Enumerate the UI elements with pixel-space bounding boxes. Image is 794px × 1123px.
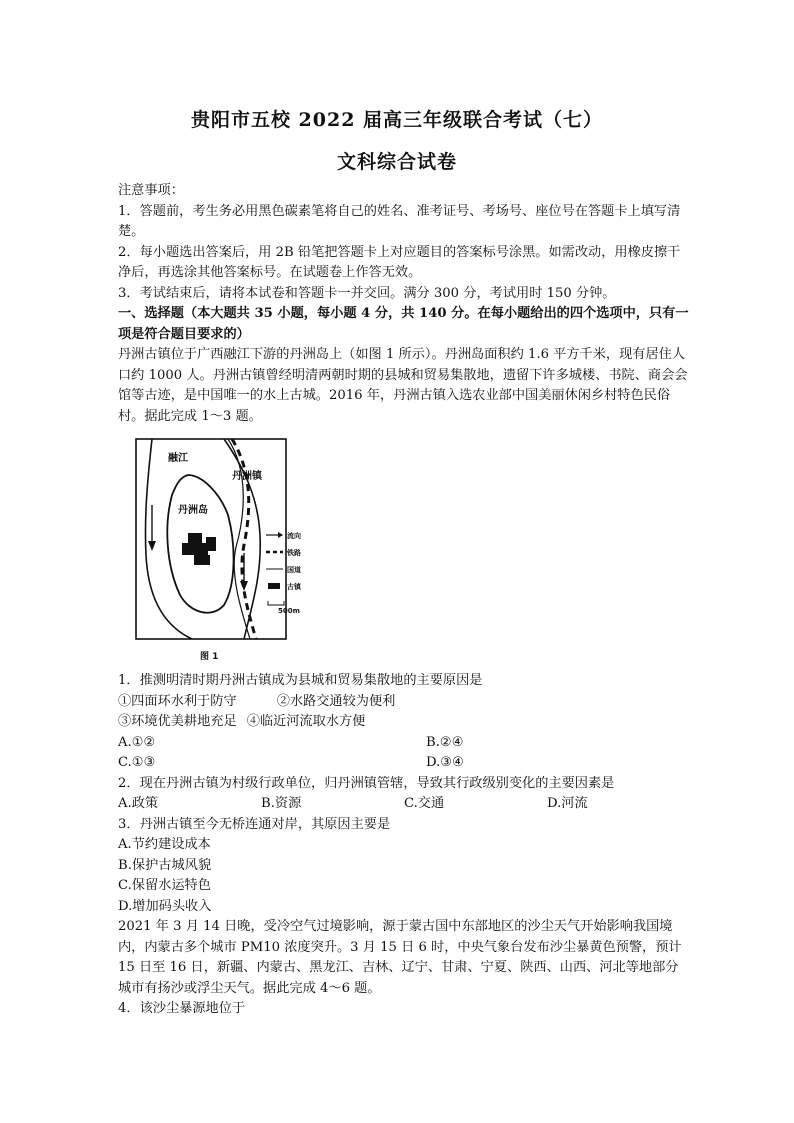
q1-item-3: ③环境优美耕地充足 — [118, 714, 237, 729]
legend-flow: 流向 — [287, 532, 301, 540]
q3-option-d[interactable]: D.增加码头收入 — [118, 898, 212, 914]
exam-subtitle: 文科综合试卷 — [336, 151, 457, 173]
q2-option-c[interactable]: C.交通 — [404, 796, 445, 811]
exam-body — [118, 181, 690, 1020]
q3-option-b[interactable]: B.保护古城风貌 — [118, 857, 212, 873]
flow-arrow-icon — [148, 505, 156, 551]
q1-item-4: ④临近河流取水方便 — [246, 714, 366, 729]
figure-1 — [118, 435, 690, 667]
legend-railway: 铁路 — [287, 549, 301, 557]
q3-option-a[interactable]: A.节约建设成本 — [118, 837, 211, 852]
q2-option-d[interactable]: D.河流 — [547, 796, 588, 811]
notice-item-2: 2．每小题选出答案后，用 2B 铅笔把答题卡上对应题目的答案标号涂黑。如需改动，用橡皮擦干净后，再选涂其他答案标号。在试题卷上作答无效。 — [118, 244, 681, 280]
exam-title: 贵阳市五校 2022 届高三年级联合考试（七） — [190, 109, 604, 131]
q1-item-2: ②水路交通较为便利 — [276, 693, 396, 709]
passage-1: 丹洲古镇位于广西融江下游的丹洲岛上（如图 1 所示）。丹洲岛面积约 1.6 平方千米，现有居住人口约 1000 人。丹洲古镇曾经明清两朝时期的县城和贸易集散地，遗留下许多城楼、书院、商会会馆等古迹，是中国唯一的水上古城。2016 年，丹洲古镇入选农业部中国美丽休闲乡村特色民俗村。据此完成 1～3 题。 — [118, 347, 688, 424]
label-town: 丹洲镇 — [232, 471, 262, 482]
legend-scale: 500m — [278, 607, 300, 615]
q3-stem: 3．丹洲古镇至今无桥连通对岸，其原因主要是 — [118, 816, 391, 832]
q1-options-row-2 — [118, 753, 690, 774]
section-heading: 一、选择题（本大题共 35 小题，每小题 4 分，共 140 分。在每小题给出的四个选项中，只有一项是符合题目要求的） — [118, 306, 689, 342]
notice-heading: 注意事项： — [118, 183, 184, 198]
passage-2: 2021 年 3 月 14 日晚，受冷空气过境影响，源于蒙古国中东部地区的沙尘天气开始影响我国境内，内蒙古多个城市 PM10 浓度突升。3 月 15 日 6 时，中央气象台发布沙尘暴黄色预警，预计 15 日至 16 日，新疆、内蒙古、黑龙江、吉林、辽宁、甘肃、宁夏、陕西、山西、河北等地部分城市有扬沙或浮尘天气。据此完成 4～6 题。 — [118, 919, 682, 996]
q1-option-b[interactable]: B.②④ — [426, 734, 464, 750]
label-river: 融江 — [168, 453, 188, 464]
q1-options-row-1 — [118, 733, 690, 754]
q2-option-a[interactable]: A.政策 — [118, 796, 159, 811]
q1-item-1: ①四面环水利于防守 — [118, 693, 237, 709]
q2-options — [118, 794, 690, 815]
q2-option-b[interactable]: B.资源 — [261, 796, 302, 811]
q2-stem: 2．现在丹洲古镇为村级行政单位，归丹洲镇管辖，导致其行政级别变化的主要因素是 — [118, 775, 615, 791]
railway-line — [232, 439, 256, 639]
q1-option-c[interactable]: C.①③ — [118, 755, 156, 770]
notice-item-3: 3．考试结束后，请将本试卷和答题卡一并交回。满分 300 分，考试用时 150 分钟。 — [118, 285, 616, 301]
legend-road: 国道 — [287, 566, 301, 574]
q1-option-a[interactable]: A.①② — [118, 734, 156, 750]
danzhou-map — [132, 435, 332, 667]
label-island: 丹洲岛 — [178, 505, 208, 516]
ancient-town-block — [182, 533, 216, 565]
q3-option-c[interactable]: C.保留水运特色 — [118, 878, 211, 893]
river-east-bank — [224, 439, 260, 639]
notice-item-1: 1．答题前，考生务必用黑色碳素笔将自己的姓名、准考证号、考场号、座位号在答题卡上填写清楚。 — [118, 203, 681, 239]
q1-stem: 1．推测明清时期丹洲古镇成为县城和贸易集散地的主要原因是 — [118, 673, 483, 688]
q1-items-row-2 — [118, 712, 690, 733]
map-legend — [266, 531, 302, 615]
q1-option-d[interactable]: D.③④ — [426, 755, 464, 770]
figure-caption: 图 1 — [200, 652, 219, 662]
legend-ancient-town: 古镇 — [287, 583, 301, 591]
q1-items-row-1 — [118, 692, 690, 713]
q4-stem: 4．该沙尘暴源地位于 — [118, 1001, 246, 1016]
